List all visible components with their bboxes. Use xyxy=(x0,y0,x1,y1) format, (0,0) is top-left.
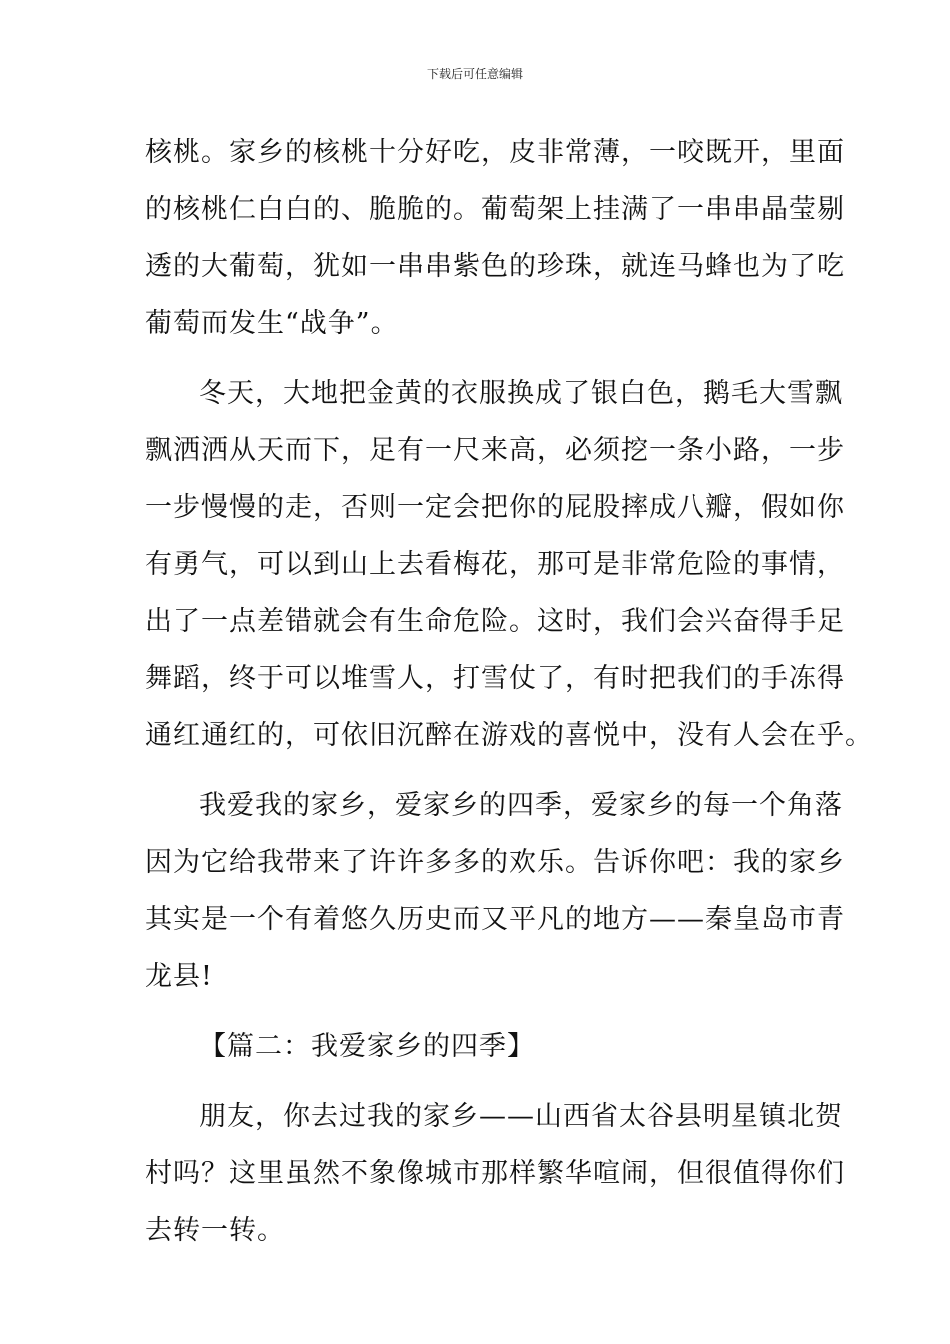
paragraph-winter xyxy=(145,370,873,769)
text-line: 出了一点差错就会有生命危险。这时，我们会兴奋得手足 xyxy=(145,606,845,637)
text-line: 飘洒洒从天而下，足有一尺来高，必须挖一条小路，一步 xyxy=(145,435,845,466)
text-line: 我爱我的家乡，爱家乡的四季，爱家乡的每一个角落 xyxy=(199,790,843,821)
text-line: 一步慢慢的走，否则一定会把你的屁股摔成八瓣，假如你 xyxy=(145,492,845,523)
text-line: 冬天，大地把金黄的衣服换成了银白色，鹅毛大雪飘 xyxy=(199,378,843,409)
text-line: 核桃。家乡的核桃十分好吃，皮非常薄，一咬既开，里面 xyxy=(145,137,845,168)
text-line: 村吗？这里虽然不象像城市那样繁华喧闹，但很值得你们 xyxy=(145,1158,845,1189)
text-line: 舞蹈，终于可以堆雪人，打雪仗了，有时把我们的手冻得 xyxy=(145,663,845,694)
text-line: 朋友，你去过我的家乡——山西省太谷县明星镇北贺 xyxy=(199,1101,843,1132)
text-line: 其实是一个有着悠久历史而又平凡的地方——秦皇岛市青 xyxy=(145,904,845,935)
paragraph-love-hometown xyxy=(145,782,845,1010)
text-line: 透的大葡萄，犹如一串串紫色的珍珠，就连马蜂也为了吃 xyxy=(145,251,845,282)
text-line: 的核桃仁白白的、脆脆的。葡萄架上挂满了一串串晶莹剔 xyxy=(145,194,845,225)
text-line: 葡萄而发生“战争”。 xyxy=(145,308,399,339)
page-header: 下载后可任意编辑 xyxy=(426,67,523,81)
text-line: 通红通红的，可依旧沉醉在游戏的喜悦中，没有人会在乎。 xyxy=(145,720,873,751)
text-line: 去转一转。 xyxy=(145,1215,285,1246)
paragraph-walnut-grapes xyxy=(145,129,845,357)
text-line: 有勇气，可以到山上去看梅花，那可是非常危险的事情， xyxy=(145,549,845,580)
section-title: 【篇二：我爱家乡的四季】 xyxy=(199,1031,535,1062)
text-line: 因为它给我带来了许许多多的欢乐。告诉你吧：我的家乡 xyxy=(145,847,845,878)
paragraph-friend xyxy=(145,1093,845,1264)
body-text xyxy=(145,129,873,1264)
text-line: 龙县! xyxy=(145,961,213,992)
section-heading xyxy=(145,1023,815,1080)
